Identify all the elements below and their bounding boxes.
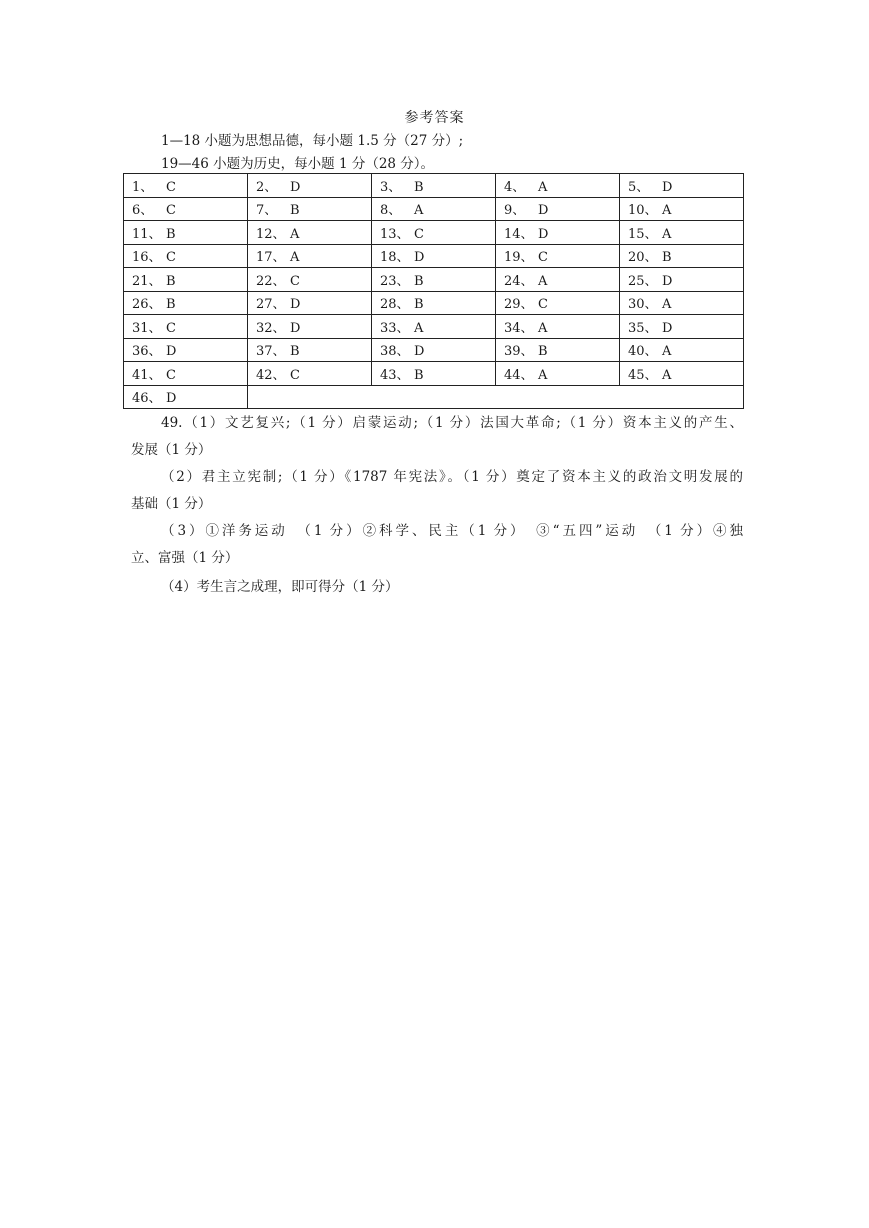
answer-letter: C: [290, 273, 300, 289]
answer-cell: [248, 268, 372, 292]
answer-cell: [372, 221, 496, 245]
answer-cell: [372, 174, 496, 198]
answer-cell: [620, 338, 744, 362]
answer-letter: A: [290, 250, 300, 266]
answer-letter: D: [662, 273, 673, 289]
question-number: 23、: [380, 273, 410, 289]
table-row: [124, 362, 744, 386]
answer-cell: [124, 268, 248, 292]
answer-letter: C: [166, 367, 176, 383]
question-number: 38、: [380, 344, 410, 360]
answer-cell: [496, 174, 620, 198]
q49-part4-line1: （4）考生言之成理，即可得分（1 分）: [161, 579, 399, 595]
question-49-part-3: [131, 518, 743, 572]
table-row: [124, 174, 744, 198]
question-number: 37、: [256, 344, 286, 360]
question-number: 40、: [628, 344, 658, 360]
question-number: 10、: [628, 203, 658, 219]
answer-letter: C: [166, 250, 176, 266]
question-number: 28、: [380, 297, 410, 313]
answer-cell: [496, 291, 620, 315]
question-number: 26、: [132, 297, 162, 313]
answer-cell: [620, 315, 744, 339]
answer-letter: A: [414, 203, 424, 219]
question-number: 15、: [628, 226, 658, 242]
question-number: 3、: [380, 179, 402, 195]
answer-cell: [124, 291, 248, 315]
answer-cell: [372, 244, 496, 268]
answer-cell: [248, 244, 372, 268]
answer-cell: [372, 197, 496, 221]
answer-letter: A: [414, 320, 424, 336]
answer-cell: [124, 244, 248, 268]
answer-letter: A: [290, 226, 300, 242]
answer-letter: B: [662, 250, 672, 266]
answer-cell: [496, 338, 620, 362]
question-number: 42、: [256, 367, 286, 383]
question-number: 44、: [504, 367, 534, 383]
answer-letter: A: [662, 203, 672, 219]
answer-cell: [620, 244, 744, 268]
question-number: 34、: [504, 320, 534, 336]
question-number: 13、: [380, 226, 410, 242]
answer-letter: C: [290, 367, 300, 383]
answer-cell: [372, 268, 496, 292]
question-number: 43、: [380, 367, 410, 383]
q49-part3-line2: 立、富强（1 分）: [131, 550, 239, 566]
answer-letter: B: [414, 367, 424, 383]
question-49-part-1: [131, 410, 743, 464]
answer-letter: C: [166, 320, 176, 336]
answer-letter: A: [662, 226, 672, 242]
answer-cell: [124, 197, 248, 221]
question-number: 1、: [132, 179, 154, 195]
intro-line-2: 19—46 小题为历史，每小题 1 分（28 分）。: [161, 156, 435, 172]
answer-cell: [496, 315, 620, 339]
answer-cell: [248, 291, 372, 315]
table-row: [124, 315, 744, 339]
answer-letter: A: [662, 297, 672, 313]
question-number: 31、: [132, 320, 162, 336]
page-title: 参考答案: [404, 110, 465, 126]
question-number: 32、: [256, 320, 286, 336]
question-number: 41、: [132, 367, 162, 383]
answer-cell: [372, 315, 496, 339]
answer-cell: [496, 221, 620, 245]
answer-letter: C: [166, 203, 176, 219]
answer-letter: A: [538, 367, 548, 383]
q49-part3-line1: （3）①洋务运动 （1 分）②科学、民主（1 分） ③“五四”运动 （1 分）④独: [161, 523, 743, 539]
answer-letter: B: [166, 297, 176, 313]
answer-cell: [372, 362, 496, 386]
answer-cell: [496, 197, 620, 221]
table-row: [124, 268, 744, 292]
question-number: 46、: [132, 391, 162, 407]
table-row: [124, 291, 744, 315]
table-row: [124, 221, 744, 245]
answer-letter: D: [166, 344, 177, 360]
question-number: 30、: [628, 297, 658, 313]
question-number: 18、: [380, 250, 410, 266]
answer-letter: D: [662, 179, 673, 195]
answer-letter: D: [290, 320, 301, 336]
answer-cell: [620, 197, 744, 221]
question-number: 2、: [256, 179, 278, 195]
table-row: [124, 244, 744, 268]
answer-letter: C: [538, 297, 548, 313]
answer-cell: [496, 362, 620, 386]
q49-part1-line2: 发展（1 分）: [131, 442, 212, 458]
question-number: 5、: [628, 179, 650, 195]
answer-letter: A: [662, 344, 672, 360]
answer-letter: D: [538, 203, 549, 219]
answer-cell: [620, 221, 744, 245]
question-number: 11、: [132, 226, 162, 242]
question-number: 17、: [256, 250, 286, 266]
question-number: 21、: [132, 273, 162, 289]
answer-cell: [124, 362, 248, 386]
answer-letter: D: [290, 179, 301, 195]
answer-cell: [124, 221, 248, 245]
empty-cell: [248, 385, 744, 409]
answer-letter: A: [538, 273, 548, 289]
question-number: 20、: [628, 250, 658, 266]
answer-cell: [248, 221, 372, 245]
answer-table-body: [124, 174, 744, 409]
answer-cell: [620, 291, 744, 315]
answer-letter: A: [662, 367, 672, 383]
q49-part2-line1: （2）君主立宪制;（1 分）《1787 年宪法》。（1 分）奠定了资本主义的政治文明发展的: [161, 469, 743, 485]
answer-cell: [124, 338, 248, 362]
answer-letter: B: [538, 344, 548, 360]
answer-letter: B: [414, 273, 424, 289]
question-number: 8、: [380, 203, 402, 219]
answer-cell: [496, 268, 620, 292]
answer-letter: C: [414, 226, 424, 242]
question-number: 12、: [256, 226, 286, 242]
answer-cell: [248, 174, 372, 198]
answer-letter: A: [538, 320, 548, 336]
answer-cell: [248, 362, 372, 386]
question-number: 14、: [504, 226, 534, 242]
answer-letter: B: [414, 179, 424, 195]
q49-part2-line2: 基础（1 分）: [131, 496, 212, 512]
question-number: 4、: [504, 179, 526, 195]
answer-cell: [372, 338, 496, 362]
table-row: [124, 385, 744, 409]
answer-cell: [620, 174, 744, 198]
answer-letter: B: [166, 226, 176, 242]
answer-letter: D: [166, 391, 177, 407]
answer-letter: C: [538, 250, 548, 266]
question-number: 45、: [628, 367, 658, 383]
answer-letter: C: [166, 179, 176, 195]
question-number: 33、: [380, 320, 410, 336]
answer-cell: [124, 385, 248, 409]
answer-table: [123, 173, 744, 409]
answer-letter: B: [290, 203, 300, 219]
answer-letter: A: [538, 179, 548, 195]
question-number: 25、: [628, 273, 658, 289]
question-number: 35、: [628, 320, 658, 336]
question-number: 24、: [504, 273, 534, 289]
answer-letter: D: [414, 250, 425, 266]
question-number: 19、: [504, 250, 534, 266]
answer-cell: [248, 315, 372, 339]
table-row: [124, 197, 744, 221]
question-number: 16、: [132, 250, 162, 266]
table-row: [124, 338, 744, 362]
answer-letter: B: [414, 297, 424, 313]
question-number: 9、: [504, 203, 526, 219]
answer-cell: [496, 244, 620, 268]
answer-letter: D: [538, 226, 549, 242]
question-number: 36、: [132, 344, 162, 360]
intro-line-1: 1—18 小题为思想品德，每小题 1.5 分（27 分）;: [161, 133, 464, 149]
answer-letter: B: [166, 273, 176, 289]
answer-letter: D: [290, 297, 301, 313]
q49-part1-line1: 49.（1）文艺复兴;（1 分）启蒙运动;（1 分）法国大革命;（1 分）资本主义的产生、: [161, 415, 743, 431]
question-49-part-2: [131, 464, 743, 518]
question-number: 27、: [256, 297, 286, 313]
answer-cell: [124, 174, 248, 198]
question-number: 29、: [504, 297, 534, 313]
question-number: 6、: [132, 203, 154, 219]
question-number: 7、: [256, 203, 278, 219]
question-number: 39、: [504, 344, 534, 360]
answer-letter: D: [414, 344, 425, 360]
question-number: 22、: [256, 273, 286, 289]
answer-cell: [248, 197, 372, 221]
question-49-part-4: [131, 574, 743, 601]
answer-cell: [620, 362, 744, 386]
answer-cell: [124, 315, 248, 339]
answer-cell: [372, 291, 496, 315]
answer-cell: [620, 268, 744, 292]
answer-cell: [248, 338, 372, 362]
answer-letter: D: [662, 320, 673, 336]
answer-letter: B: [290, 344, 300, 360]
